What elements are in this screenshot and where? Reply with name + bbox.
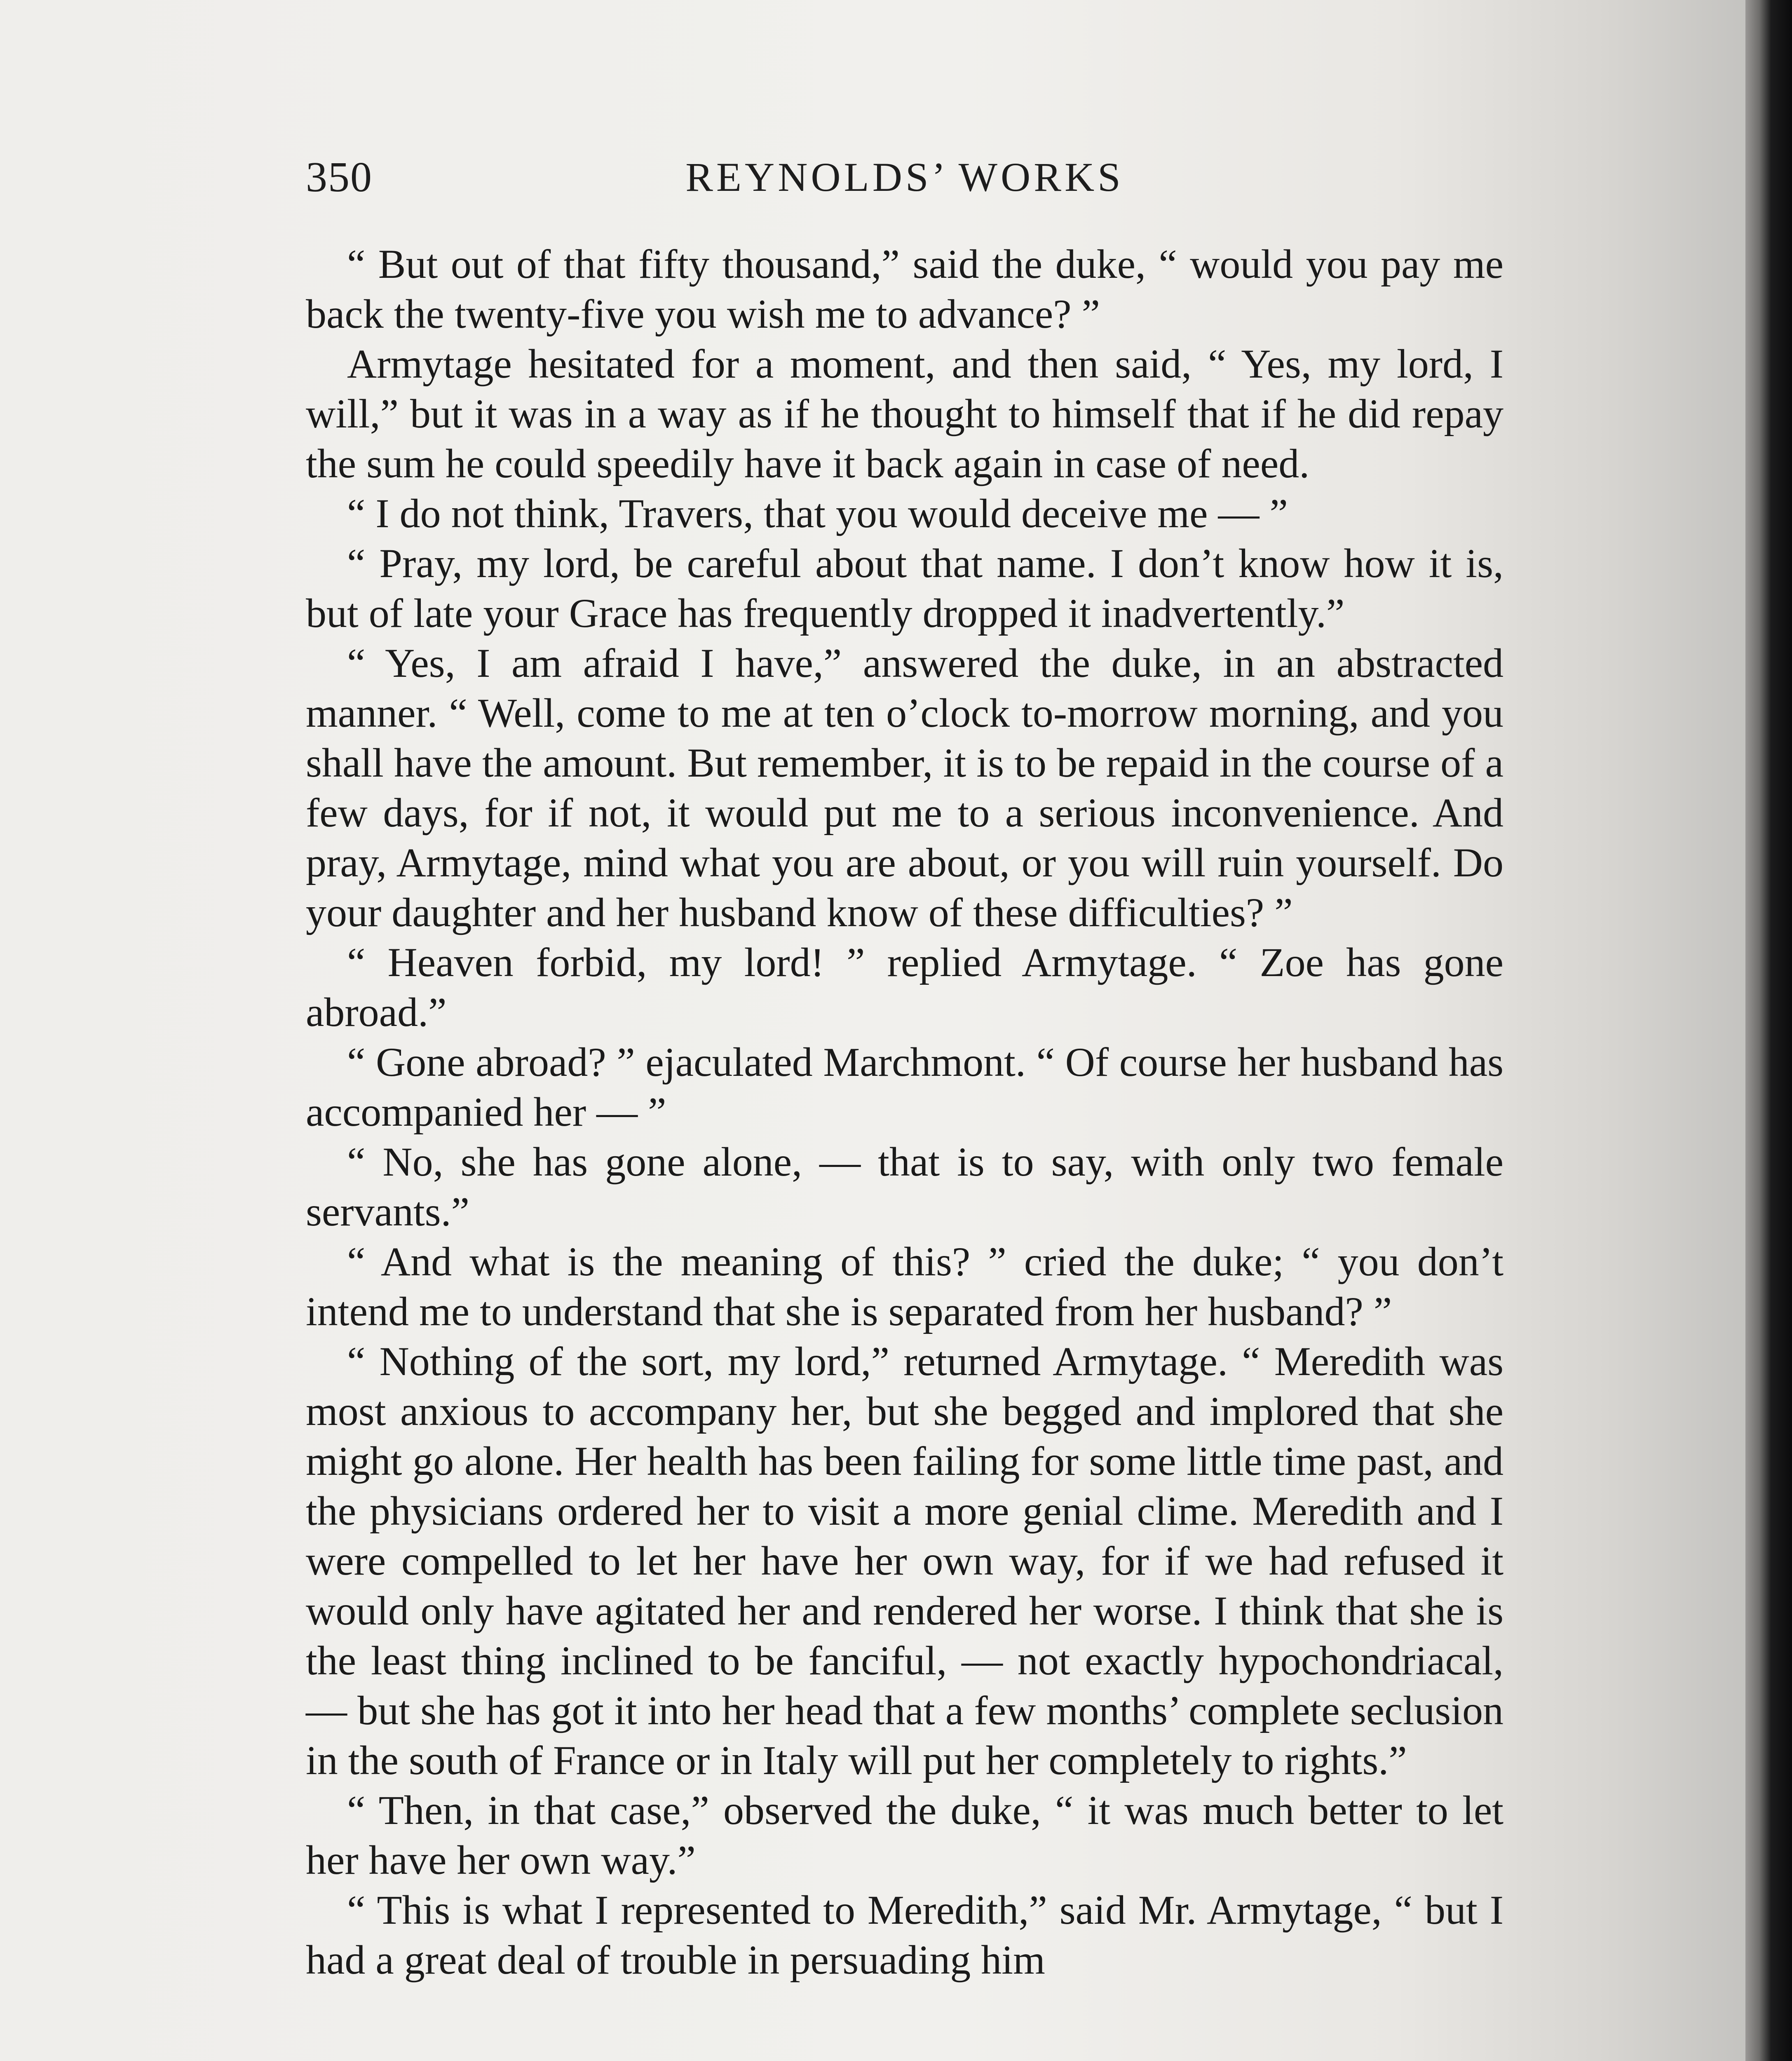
paragraph: “ Gone abroad? ” ejaculated Marchmont. “ Of course her husband has accompanied her — ” — [306, 1039, 1503, 1135]
running-title: REYNOLDS’ WORKS — [685, 154, 1124, 200]
paragraph: “ I do not think, Travers, that you would deceive me — ” — [347, 491, 1288, 536]
paragraph: “ This is what I represented to Meredith,” said Mr. Armytage, “ but I had a great deal of trouble in persuading him — [306, 1887, 1503, 1983]
paragraph: “ Then, in that case,” observed the duke, “ it was much better to let her have her own way.” — [306, 1787, 1503, 1883]
paragraph: “ Yes, I am afraid I have,” answered the duke, in an abstracted manner. “ Well, come to me at ten o’clock to-morrow morning, and you shall have the amount. But remember, it is to be repaid in the course of a few days, for if not, it would put me to a serious inconvenience. And pray, Armytage, mind what you are about, or you will ruin yourself. Do your daughter and her husband know of these difficulties? ” — [306, 640, 1503, 935]
paragraph: “ And what is the meaning of this? ” cried the duke; “ you don’t intend me to understand that she is separated from her husband? ” — [306, 1239, 1503, 1334]
paragraph: “ But out of that fifty thousand,” said the duke, “ would you pay me back the twenty-five you wish me to advance? ” — [306, 241, 1503, 337]
body-text — [306, 239, 1503, 1985]
paragraph: “ Pray, my lord, be careful about that name. I don’t know how it is, but of late your Grace has frequently dropped it inadvertently.” — [306, 540, 1503, 636]
page-header — [306, 144, 1503, 210]
paragraph: Armytage hesitated for a moment, and then said, “ Yes, my lord, I will,” but it was in a way as if he thought to himself that if he did repay the sum he could speedily have it back again in case of need. — [306, 341, 1503, 486]
paragraph: “ No, she has gone alone, — that is to say, with only two female servants.” — [306, 1139, 1503, 1235]
paragraph: “ Heaven forbid, my lord! ” replied Armytage. “ Zoe has gone abroad.” — [306, 939, 1503, 1035]
page-edge-shadow — [1745, 0, 1792, 2061]
page-number: 350 — [306, 153, 373, 201]
paragraph: “ Nothing of the sort, my lord,” returned Armytage. “ Meredith was most anxious to accompany her, but she begged and implored that she might go alone. Her health has been failing for some little time past, and the physicians ordered her to visit a more genial clime. Meredith and I were compelled to let her have her own way, for if we had refused it would only have agitated her and rendered her worse. I think that she is the least thing inclined to be fanciful, — not exactly hypochondriacal, — but she has got it into her head that a few months’ complete seclusion in the south of France or in Italy will put her completely to rights.” — [306, 1338, 1503, 1783]
